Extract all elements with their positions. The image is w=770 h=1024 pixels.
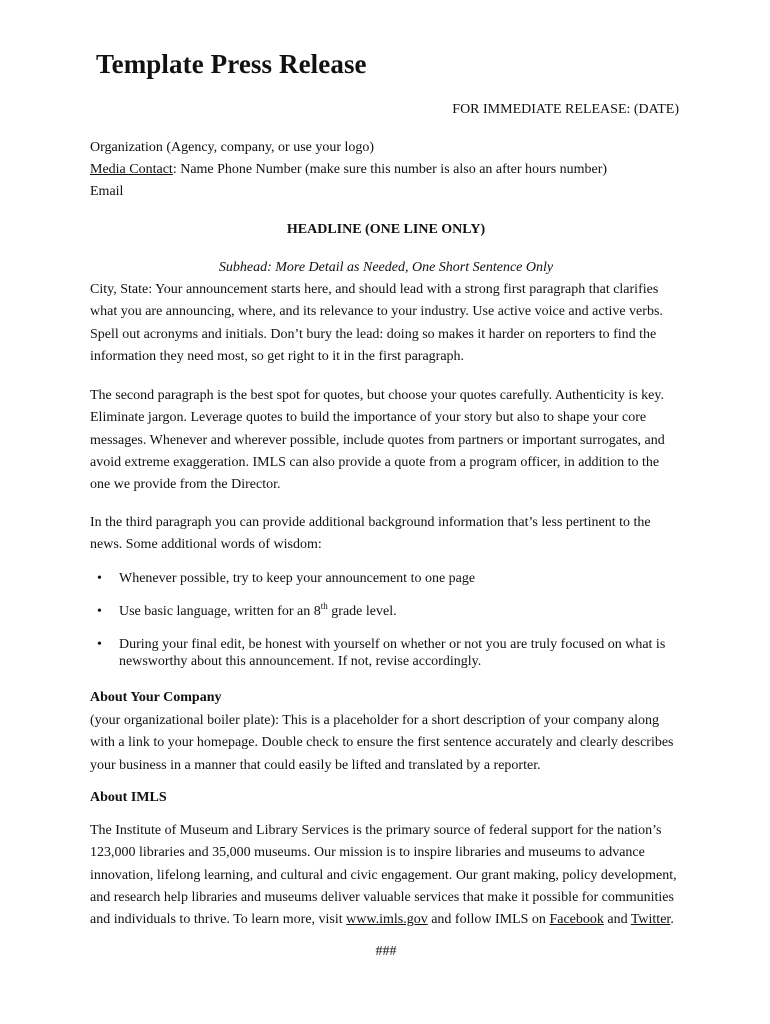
list-item-text (119, 603, 681, 620)
paragraph-3: In the third paragraph you can provide additional background information that’s less pertinent to the news. Some additional words of wisdom: (90, 515, 651, 553)
about-company-heading: About Your Company (90, 690, 222, 705)
page-title: Template Press Release (96, 49, 367, 79)
organization-line: Organization (Agency, company, or use your logo) (90, 140, 375, 155)
paragraph-2: The second paragraph is the best spot for quotes, but choose your quotes carefully. Authenticity is key. Eliminate jargon. Leverage quotes to build the importance of your story but also to shape your core messages. Whenever and wherever possible, include quotes from partners or important surrogates, and avoid extreme exaggeration. IMLS can also provide a quote from a program officer, in addition to the one we provide from the Director. (90, 388, 665, 493)
facebook-link[interactable]: Facebook (549, 912, 604, 928)
imls-website-link[interactable]: www.imls.gov (346, 912, 428, 928)
superscript: th (320, 601, 328, 611)
headline: HEADLINE (ONE LINE ONLY) (286, 222, 486, 237)
list-item-text-part: grade level. (327, 604, 397, 619)
paragraph-1: City, State: Your announcement starts here, and should lead with a strong first paragraph that clarifies what you are announcing, where, and its relevance to your industry. Use active voice and active verbs. Spell out acronyms and initials. Don’t bury the lead: doing so makes it harder on reporters to find the information they need most, so get right to it in the first paragraph. (90, 282, 663, 364)
list-item-text: During your final edit, be honest with yourself on whether or not you are truly focused on what is newsworthy about this announcement. If not, revise accordingly. (119, 637, 666, 669)
twitter-link[interactable]: Twitter (630, 912, 671, 928)
bullet-icon: • (97, 571, 102, 586)
about-imls-text-part: The Institute of Museum and Library Services is the primary source of federal support for the nation’s 123,000 libraries and 35,000 museums. Our mission is to inspire libraries and museums to advance innovation, lifelong learning, and cultural and civic engagement. Our grant making, policy development, and research help libraries and museums deliver valuable services that make it possible for communities and individuals to thrive. To learn more, visit (90, 823, 677, 928)
about-imls-text (90, 820, 682, 931)
end-mark: ### (375, 944, 397, 959)
about-company-text: (your organizational boiler plate): This is a placeholder for a short description of your company along with a link to your homepage. Double check to ensure the first sentence accurately and clearly describes your business in a manner that could easily be lifted and translated by a reporter. (90, 713, 674, 773)
about-imls-text-part: . (670, 912, 674, 928)
media-contact-text: : Name Phone Number (make sure this number is also an after hours number) (172, 162, 608, 177)
contact-block (90, 137, 682, 203)
media-contact-label: Media Contact (90, 162, 173, 177)
about-imls-text-part: and (603, 912, 631, 928)
bullet-icon: • (97, 604, 102, 619)
about-imls-heading: About IMLS (90, 790, 167, 805)
about-imls-text-part: and follow IMLS on (427, 912, 550, 928)
list-item-text-part: Use basic language, written for an 8 (119, 604, 321, 619)
release-line: FOR IMMEDIATE RELEASE: (DATE) (452, 102, 679, 117)
list-item-text: Whenever possible, try to keep your announcement to one page (119, 571, 476, 586)
bullet-icon: • (97, 637, 102, 652)
email-line: Email (90, 184, 124, 199)
media-contact-line (90, 159, 682, 181)
subhead: Subhead: More Detail as Needed, One Short Sentence Only (218, 260, 554, 275)
